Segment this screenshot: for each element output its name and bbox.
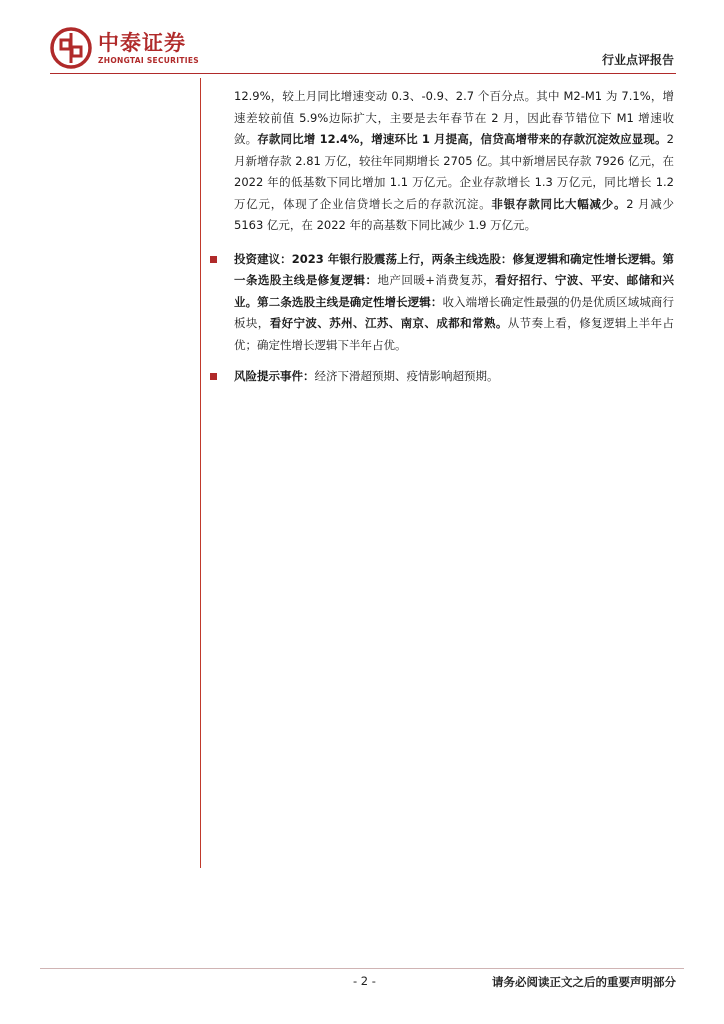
deposit-growth-highlight: 存款同比增 12.4%，增速环比 1 月提高，信贷高增带来的存款沉淀效应显现。 [257, 132, 667, 146]
company-logo [50, 27, 199, 69]
body-content [234, 86, 674, 388]
new-deposit-text: 2 月新增存款 2.81 万亿，较往年同期增长 2705 亿。其中新增居民存款 7926 亿元，在 2022 年的低基数下同比增加 1.1 万亿元。企业存款增长 1.3 万亿元，同比增长 1.2 万亿元，体现了企业信贷增长之后的存款沉淀。 [234, 132, 674, 211]
recovery-picks-highlight: 看好招行、宁波、平安、邮储和兴业。第二条选股主线是确定性增长逻辑： [234, 273, 675, 309]
margin-rule [200, 78, 201, 868]
investment-advice-heading: 投资建议：2023 年银行股震荡上行，两条主线选股：修复逻辑和确定性增长逻辑。第一条选股主线是修复逻辑： [234, 251, 674, 287]
deposit-paragraph [234, 86, 674, 237]
non-bank-deposit-text: 2 月减少 5163 亿元，在 2022 年的高基数下同比减少 1.9 万亿元。 [234, 196, 675, 232]
footer-divider [40, 968, 684, 969]
logo-english-name: ZHONGTAI SECURITIES [98, 55, 199, 65]
growth-picks-highlight: 看好宁波、苏州、江苏、南京、成都和常熟。 [269, 316, 508, 330]
square-bullet-icon [210, 373, 217, 380]
header-divider [50, 73, 676, 74]
report-type-label: 行业点评报告 [601, 53, 674, 67]
risk-warning-text: 经济下滑超预期、疫情影响超预期。 [314, 369, 499, 383]
investment-advice-bullet [234, 249, 674, 357]
zhongtai-logo-icon [50, 27, 92, 69]
growth-logic-text: 收入端增长确定性最强的仍是优质区域城商行板块， [234, 294, 675, 330]
non-bank-deposit-highlight: 非银存款同比大幅减少。 [491, 196, 627, 211]
risk-warning-heading: 风险提示事件： [234, 369, 315, 383]
disclaimer-note: 请务必阅读正文之后的重要声明部分 [492, 975, 676, 989]
logo-chinese-name: 中泰证券 [98, 30, 186, 55]
timing-text: 从节奏上看，修复逻辑上半年占优；确定性增长逻辑下半年占优。 [234, 316, 675, 352]
risk-warning-bullet [234, 366, 674, 388]
money-supply-text: 12.9%，较上月同比增速变动 0.3、-0.9、2.7 个百分点。其中 M2-M1 为 7.1%，增速差较前值 5.9%边际扩大，主要是去年春节在 2 月，因此春节错位下 M1 增速收敛。 [234, 89, 674, 146]
page-number: - 2 - [353, 974, 376, 988]
recovery-logic-text: 地产回暖+消费复苏， [377, 273, 496, 287]
square-bullet-icon [210, 256, 217, 263]
